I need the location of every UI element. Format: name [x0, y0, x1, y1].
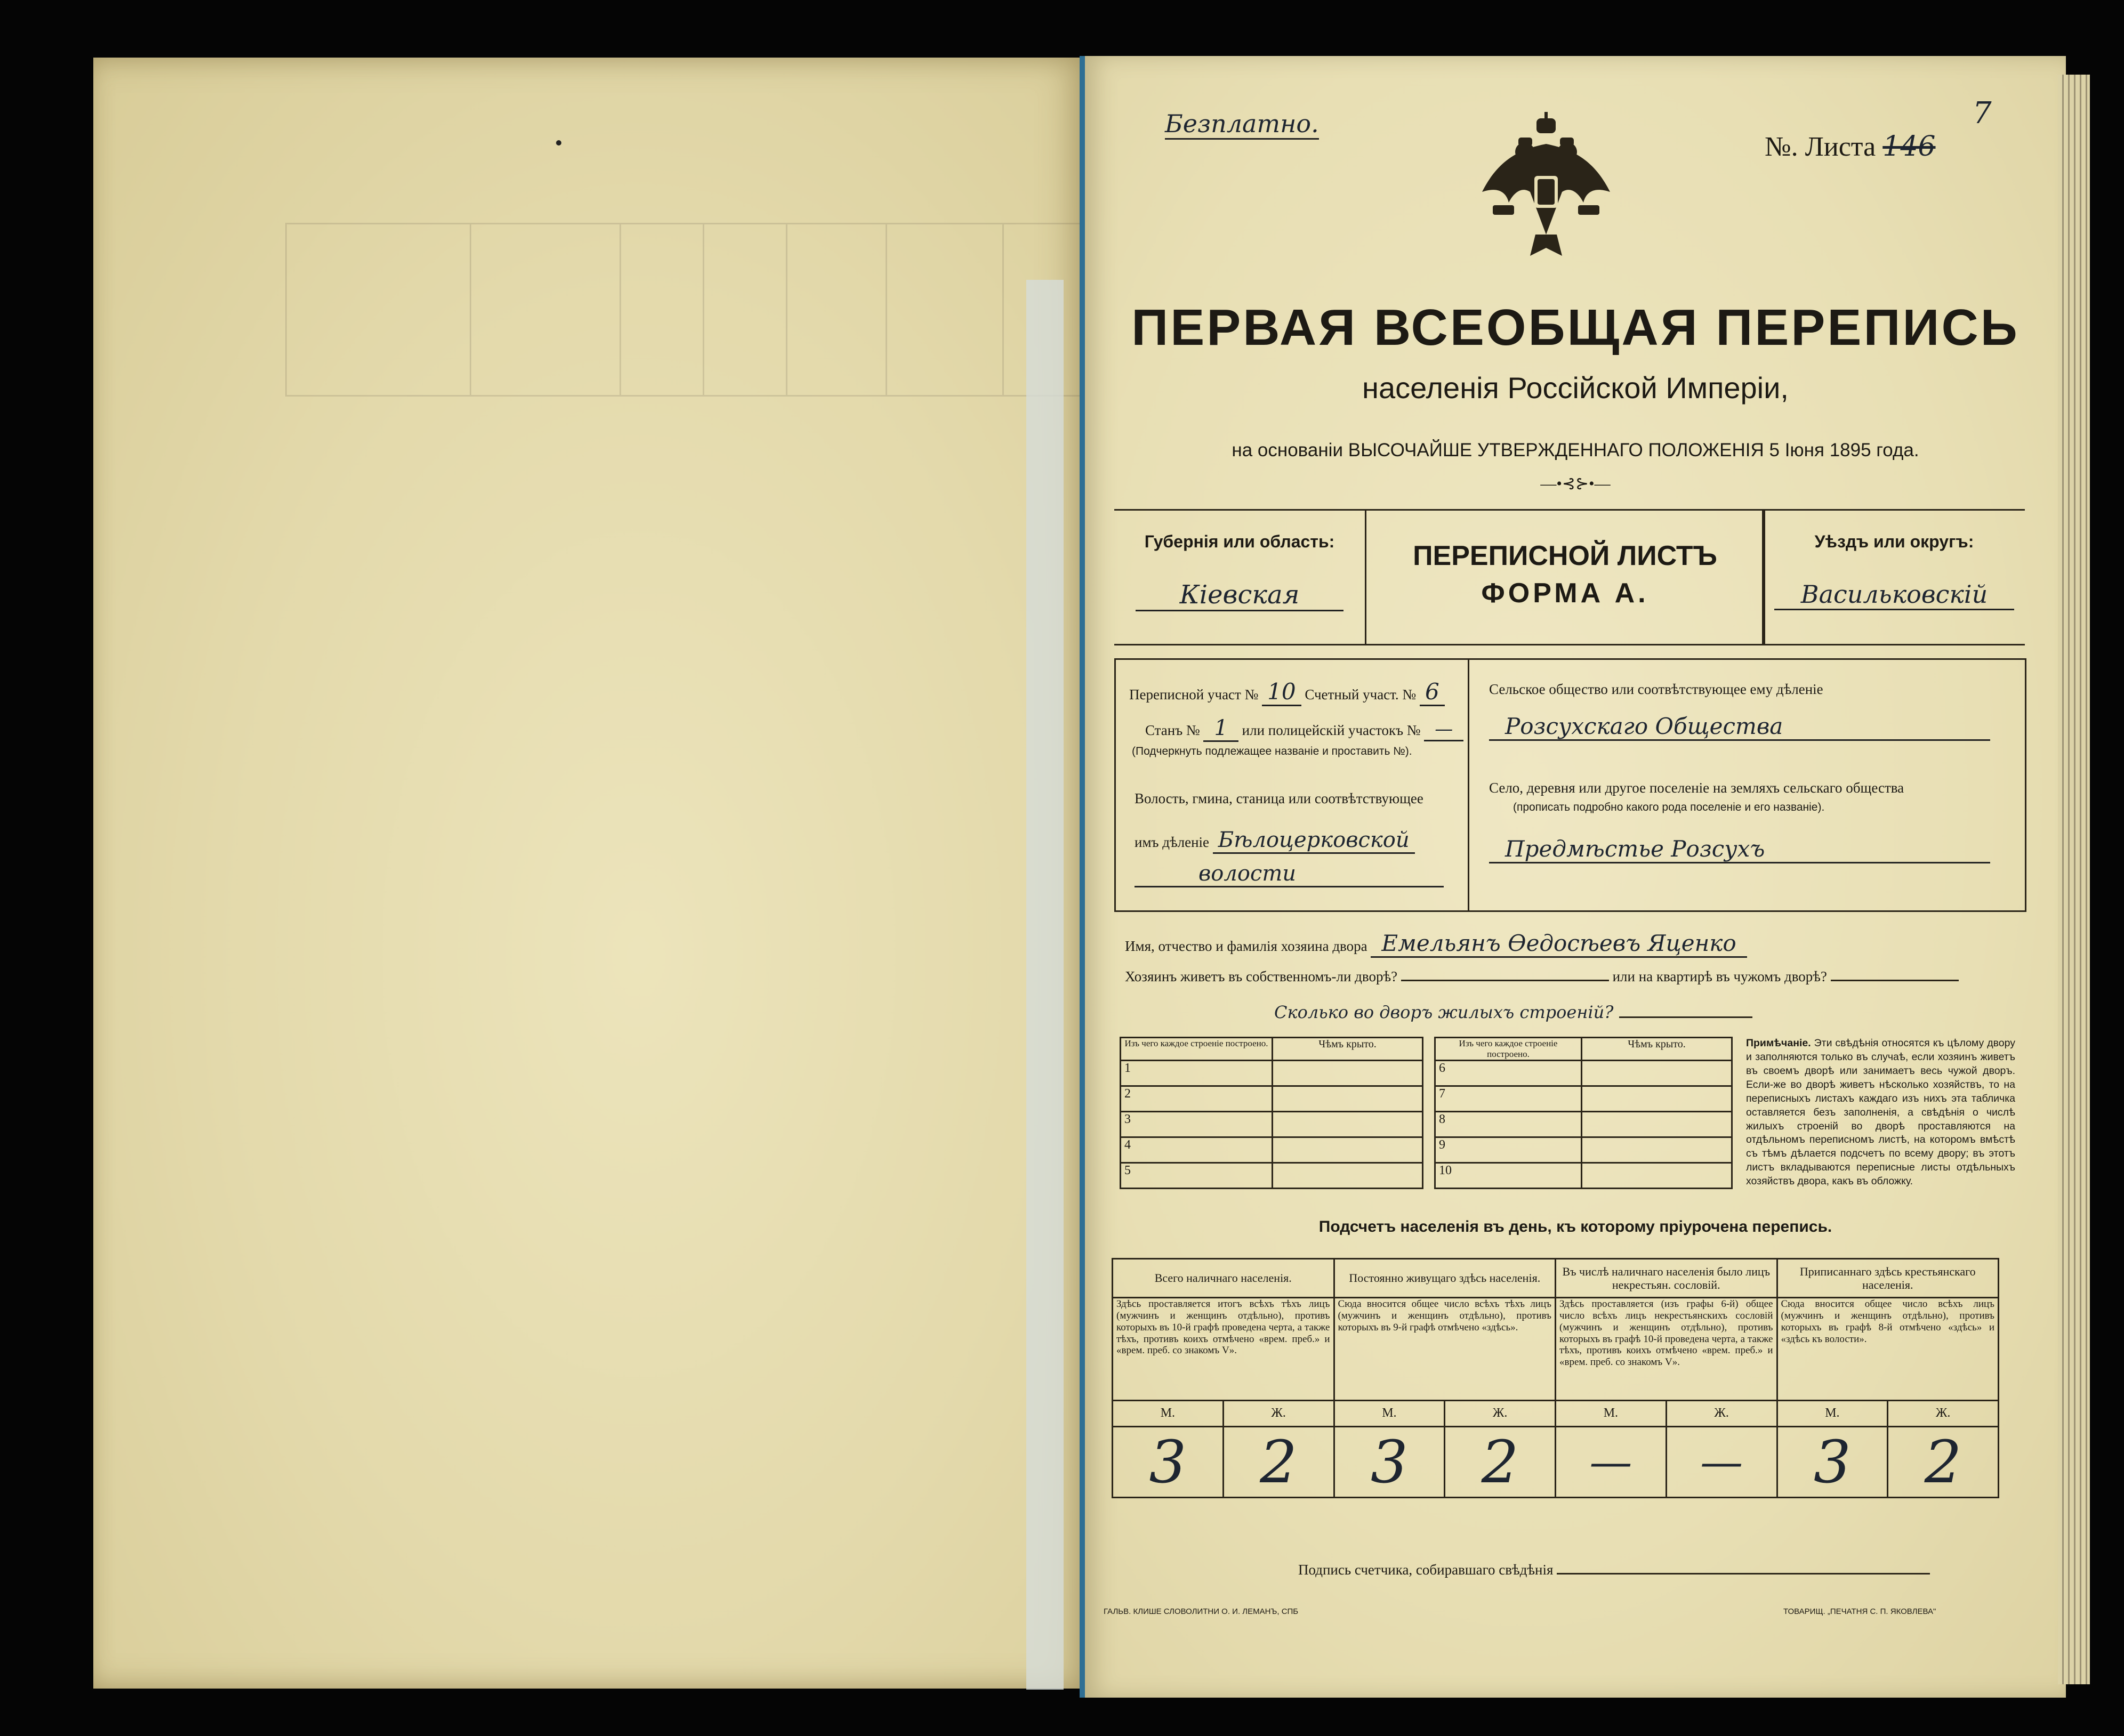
row-number: 1: [1121, 1061, 1273, 1086]
buildings-table-left: [1120, 1037, 1423, 1189]
owner-label: Имя, отчество и фамилія хозяина двора: [1125, 938, 1367, 954]
underline-note: (Подчеркнуть подлежащее названіе и проставить №).: [1132, 745, 1412, 757]
main-title: ПЕРВАЯ ВСЕОБЩАЯ ПЕРЕПИСЬ: [1131, 299, 2020, 356]
stan-value: 1: [1203, 716, 1238, 742]
uezd-value: Васильковскій: [1774, 580, 2014, 610]
village-value: Предмѣстье Розсухъ: [1489, 836, 1990, 863]
note-text: Эти свѣдѣнія относятся къ цѣлому двору и заполняются только въ случаѣ, если хозяинъ живетъ въ своемъ дворѣ или занимаетъ весь чужой дворъ. Если-же во дворѣ живетъ нѣсколько хозяйствъ, то на переписныхъ листахъ каждаго изъ нихъ эта табличка оставляется безъ заполненія, а свѣдѣнія о числѣ жилыхъ строеній во дворѣ проставляются на отдѣльномъ переписномъ листѣ, на которомъ вмѣстѣ съ тѣмъ дѣлается подсчетъ по всему двору; въ этотъ листъ вкладываются переписные листы отдѣльныхъ хозяйствъ двора, какъ въ обложку.: [1746, 1037, 2015, 1188]
census-district-row: [1129, 679, 1445, 705]
footer-printer-right: ТОВАРИЩ. „ПЕЧАТНЯ С. П. ЯКОВЛЕВА": [1783, 1607, 1936, 1616]
village-label: Село, деревня или другое поселеніе на земляхъ сельскаго общества: [1489, 780, 1904, 796]
row-number: 4: [1121, 1137, 1273, 1163]
double-headed-eagle-icon: [1477, 112, 1615, 272]
police-label: или полицейскій участокъ №: [1242, 722, 1421, 738]
col-roof: Чѣмъ крыто.: [1582, 1038, 1732, 1061]
population-heading: Подсчетъ населенія въ день, къ которому пріурочена перепись.: [1318, 1218, 1832, 1236]
count-value: 3: [1113, 1427, 1224, 1498]
gubernia-box: [1114, 509, 1366, 645]
sheet-title-box: [1365, 509, 1765, 645]
sheet-number-hand: 7: [1973, 96, 1992, 131]
col-permanent-title: Постоянно живущаго здѣсь населенія.: [1334, 1259, 1556, 1298]
sheet-number: [1765, 131, 1936, 163]
count-value: 3: [1777, 1427, 1888, 1498]
sheet-number-label: №. Листа: [1765, 132, 1876, 162]
female-header: Ж.: [1888, 1401, 1999, 1427]
location-box: [1114, 658, 2026, 912]
rent-label: или на квартирѣ въ чужомъ дворѣ?: [1612, 968, 1827, 984]
buildings-question: [1274, 1002, 1752, 1022]
society-value: Розсухскаго Общества: [1489, 713, 1990, 741]
police-value: —: [1424, 718, 1463, 741]
male-header: М.: [1556, 1401, 1667, 1427]
village-note: (прописать подробно какого рода поселеніе и его названіе).: [1513, 801, 1825, 813]
note-title: Примѣчаніе.: [1746, 1037, 1811, 1049]
row-number: 10: [1435, 1163, 1582, 1189]
signature-label: Подпись счетчика, собиравшаго свѣдѣнія: [1298, 1562, 1554, 1578]
census-district-label: Переписной участ №: [1129, 687, 1259, 703]
buildings-table-right: [1434, 1037, 1733, 1189]
location-divider: [1468, 660, 1469, 910]
page-edges: [2058, 75, 2090, 1684]
footer-printer-left: ГАЛЬВ. КЛИШЕ СЛОВОЛИТНИ О. И. ЛЕМАНЪ, СПБ: [1104, 1607, 1299, 1616]
col-total-title: Всего наличнаго населенія.: [1113, 1259, 1334, 1298]
subtitle: населенія Россійской Имперіи,: [1362, 371, 1789, 405]
free-label: Безплатно.: [1165, 109, 1319, 140]
count-value: 2: [1445, 1427, 1556, 1498]
population-table: [1112, 1258, 1999, 1498]
ornament-divider: —•⊰⊱•—: [1540, 475, 1611, 492]
uezd-box: [1762, 509, 2025, 645]
female-header: Ж.: [1666, 1401, 1777, 1427]
own-yard-label: Хозяинъ живетъ въ собственномъ-ли дворѣ?: [1125, 968, 1398, 984]
paper-strip: [1026, 280, 1064, 1690]
count-district-label: Счетный участ. №: [1305, 687, 1417, 703]
form-name: ФОРМА А.: [1481, 578, 1649, 609]
volost-label-2: имъ дѣленіе: [1135, 834, 1210, 850]
male-header: М.: [1334, 1401, 1445, 1427]
volost-value-1: Бѣлоцерковской: [1213, 828, 1415, 854]
col-peasant-desc: Сюда вносится общее число всѣхъ лицъ (мужчинъ и женщинъ отдѣльно), противъ которыхъ въ графѣ 8-й отмѣчено «здѣсь» и «здѣсь къ волости».: [1777, 1298, 1999, 1401]
row-number: 7: [1435, 1086, 1582, 1112]
count-value: 2: [1888, 1427, 1999, 1498]
col-nonpeasant-title: Въ числѣ наличнаго населенія было лицъ некрестьян. сословій.: [1556, 1259, 1777, 1298]
male-header: М.: [1113, 1401, 1224, 1427]
sheet-number-struck: 146: [1882, 131, 1936, 163]
row-number: 9: [1435, 1137, 1582, 1163]
female-header: Ж.: [1445, 1401, 1556, 1427]
col-nonpeasant-desc: Здѣсь проставляется (изъ графы 6-й) общее число всѣхъ лицъ некрестьянскихъ сословій (мужчинъ и женщинъ отдѣльно), противъ которыхъ въ графѣ 10-й проведена черта, а также тѣхъ, противъ коихъ отмѣчено «врем. преб.» и «врем. преб. со знакомъ V».: [1556, 1298, 1777, 1401]
volost-label-1: Волость, гмина, станица или соотвѣтствующее: [1135, 790, 1423, 806]
col-material: Изъ чего каждое строеніе построено.: [1121, 1038, 1273, 1061]
row-number: 5: [1121, 1163, 1273, 1189]
col-total-desc: Здѣсь проставляется итогъ всѣхъ тѣхъ лицъ (мужчинъ и женщинъ отдѣльно), противъ которыхъ въ 10-й графѣ проведена черта, а также тѣхъ, противъ коихъ отмѣчено «врем. преб.» и «врем. преб. со знакомъ V».: [1113, 1298, 1334, 1401]
note-block: [1746, 1037, 2015, 1189]
col-permanent-desc: Сюда вносится общее число всѣхъ тѣхъ лицъ (мужчинъ и женщинъ отдѣльно), противъ которыхъ въ 9-й графѣ отмѣчено «здѣсь».: [1334, 1298, 1556, 1401]
buildings-question-text: Сколько во дворъ жилыхъ строеній?: [1274, 1002, 1614, 1022]
census-district-value: 10: [1262, 679, 1301, 706]
col-roof: Чѣмъ крыто.: [1273, 1038, 1423, 1061]
female-header: Ж.: [1223, 1401, 1334, 1427]
legal-basis: на основаніи ВЫСОЧАЙШЕ УТВЕРЖДЕННАГО ПОЛОЖЕНІЯ 5 Іюня 1895 года.: [1232, 440, 1919, 461]
count-district-value: 6: [1420, 679, 1445, 706]
own-yard-row: [1125, 968, 1989, 985]
uezd-label: Уѣздъ или округъ:: [1814, 532, 1974, 551]
signature-row: [1298, 1562, 1930, 1578]
left-page: [93, 58, 1085, 1689]
society-label: Сельское общество или соотвѣтствующее ему дѣленіе: [1489, 681, 1823, 697]
census-form-page: [1080, 56, 2066, 1698]
stan-label: Станъ №: [1145, 722, 1200, 738]
owner-row: [1125, 930, 1747, 956]
page-dot: [556, 140, 561, 146]
row-number: 3: [1121, 1112, 1273, 1137]
col-material: Изъ чего каждое строеніе построено.: [1435, 1038, 1582, 1061]
volost-value-2: волости: [1135, 861, 1444, 887]
row-number: 8: [1435, 1112, 1582, 1137]
male-header: М.: [1777, 1401, 1888, 1427]
stan-row: [1145, 716, 1463, 740]
count-value: —: [1556, 1427, 1667, 1498]
bleed-through-table: [285, 223, 1120, 397]
gubernia-value: Кіевская: [1136, 580, 1343, 611]
col-peasant-title: Приписаннаго здѣсь крестьянскаго населенія.: [1777, 1259, 1999, 1298]
row-number: 6: [1435, 1061, 1582, 1086]
gubernia-label: Губернія или область:: [1144, 532, 1335, 551]
count-value: —: [1666, 1427, 1777, 1498]
row-number: 2: [1121, 1086, 1273, 1112]
owner-value: Емельянъ Ѳедосѣевъ Яценко: [1371, 930, 1747, 958]
count-value: 2: [1223, 1427, 1334, 1498]
count-value: 3: [1334, 1427, 1445, 1498]
sheet-title: ПЕРЕПИСНОЙ ЛИСТЪ: [1413, 540, 1717, 571]
volost-row: [1135, 828, 1415, 852]
